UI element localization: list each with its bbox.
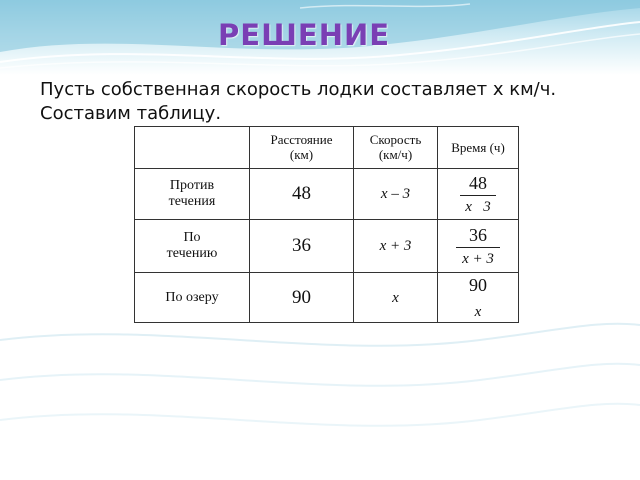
page-title: РЕШЕНИЕ [218, 18, 391, 52]
row-label: По течению [166, 230, 218, 261]
fraction-denominator: x [474, 304, 482, 320]
distance-cell: 90 [292, 287, 311, 308]
fraction-denominator: x 3 [465, 198, 491, 215]
header-cell-time: Время (ч) [451, 139, 505, 155]
fraction-denominator: x + 3 [462, 250, 494, 267]
time-fraction [467, 275, 489, 321]
distance-cell: 36 [292, 235, 311, 256]
time-cell [438, 220, 518, 272]
table-row [135, 272, 518, 323]
fraction-numerator: 90 [469, 275, 487, 295]
fraction-bar [460, 195, 496, 196]
distance-cell: 48 [292, 183, 311, 204]
data-table [134, 126, 519, 323]
fraction-bar [456, 247, 500, 248]
fraction-numerator: 48 [469, 172, 487, 193]
time-cell [438, 273, 518, 323]
header-cell-empty [135, 126, 249, 168]
table-row [135, 219, 518, 272]
fraction-numerator: 36 [469, 224, 487, 245]
table-row [135, 168, 518, 219]
speed-cell: x [392, 289, 399, 306]
time-fraction [460, 173, 496, 216]
row-label: По озеру [165, 290, 219, 305]
header-cell-distance: Расстояние (км) [270, 132, 333, 162]
bottom-wave-decoration [0, 300, 640, 480]
table-header-row [135, 126, 518, 168]
speed-cell: x – 3 [380, 185, 411, 202]
time-cell [438, 169, 518, 219]
time-fraction [456, 225, 500, 268]
speed-cell: x + 3 [379, 237, 412, 254]
header-cell-speed: Скорость (км/ч) [369, 132, 422, 162]
row-label: Против течения [168, 178, 216, 209]
intro-text: Пусть собственная скорость лодки составляет х км/ч. Составим таблицу. [40, 79, 557, 124]
